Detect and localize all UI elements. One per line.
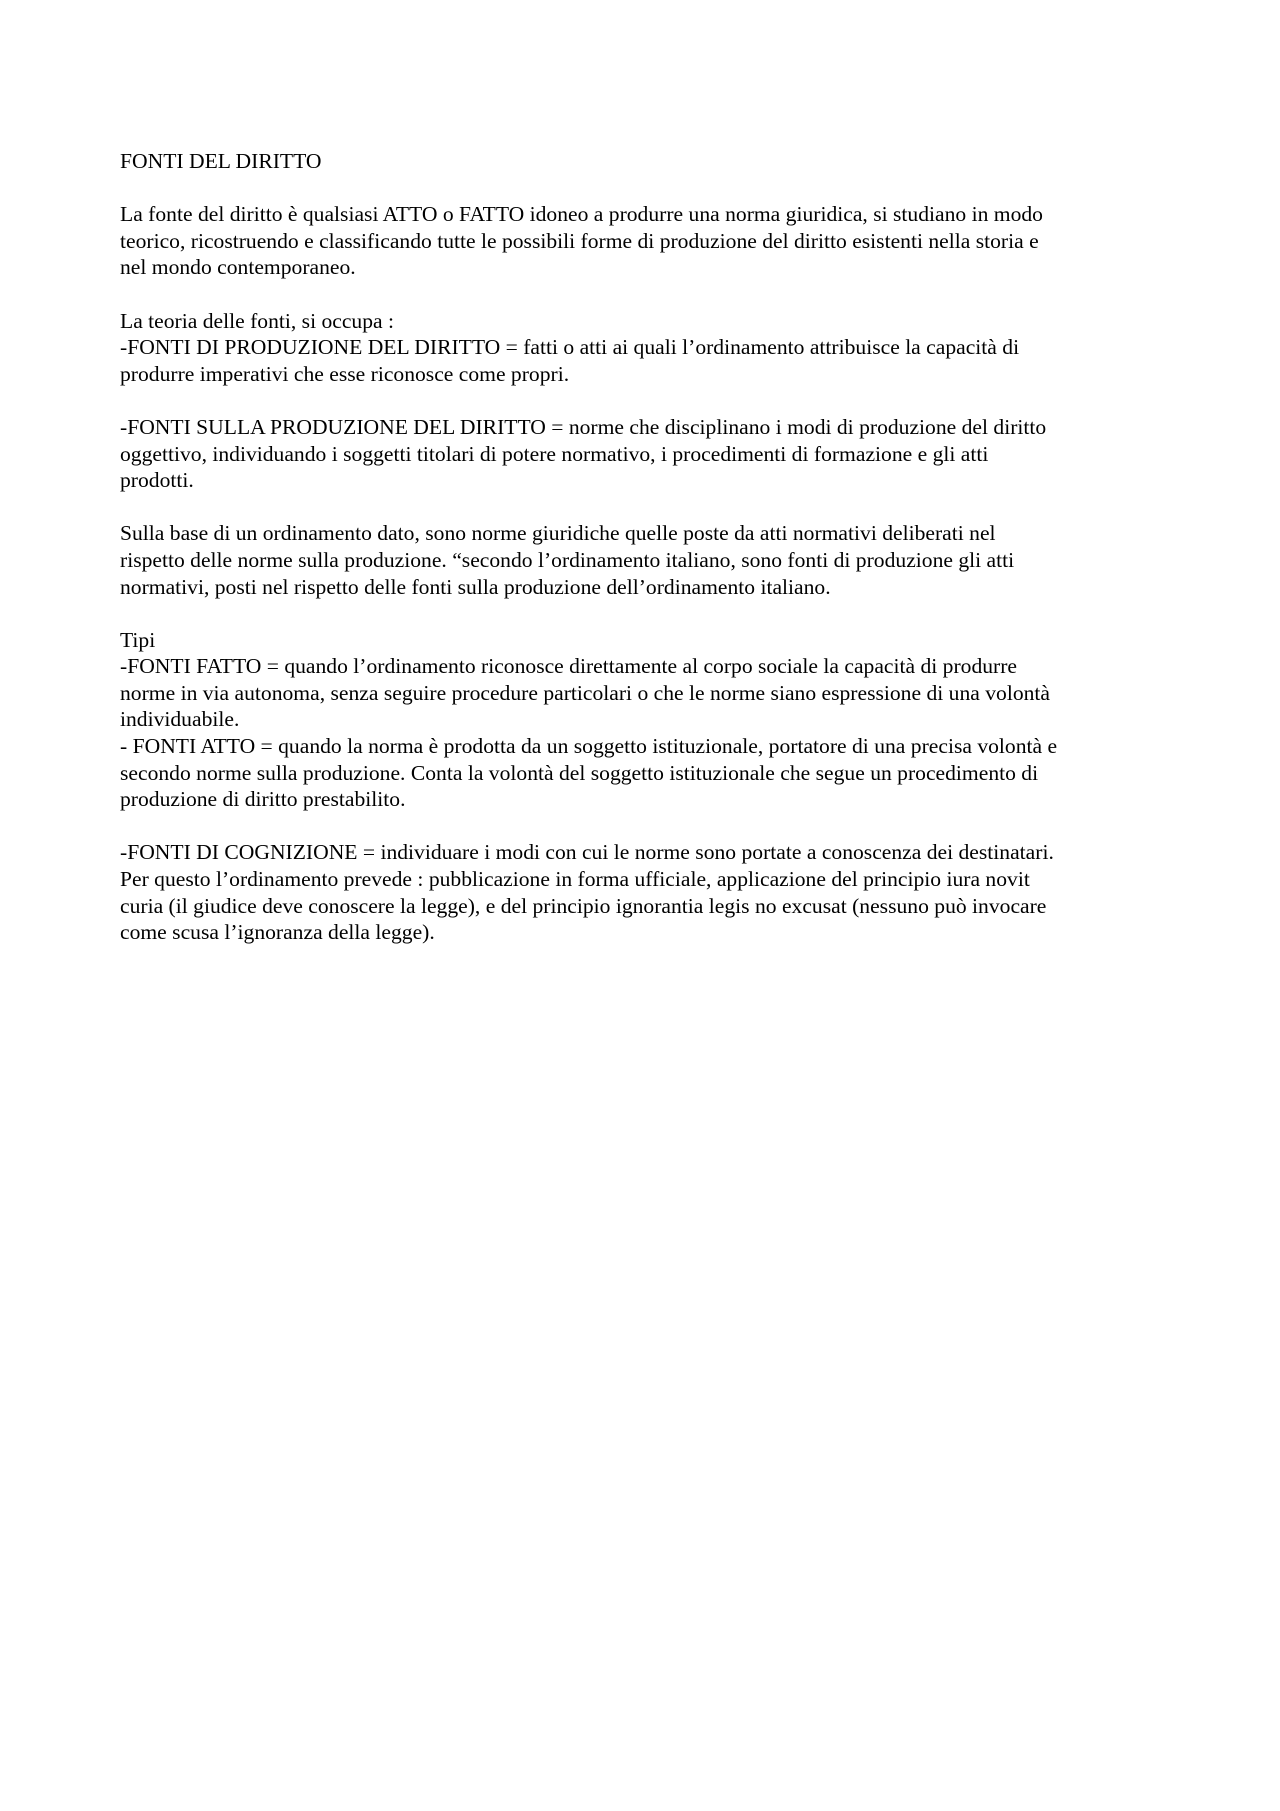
paragraph-spacer: [120, 813, 1160, 840]
text-line: -FONTI DI COGNIZIONE = individuare i modi con cui le norme sono portate a conoscenza dei destinatari.: [120, 840, 1054, 865]
text-line: come scusa l’ignoranza della legge).: [120, 920, 435, 945]
text-line: normativi, posti nel rispetto delle fonti sulla produzione dell’ordinamento italiano.: [120, 574, 831, 599]
text-line: teorico, ricostruendo e classificando tutte le possibili forme di produzione del diritto esistenti nella storia e: [120, 228, 1039, 253]
paragraph-sulla-base: [120, 520, 1160, 600]
text-line: rispetto delle norme sulla produzione. “secondo l’ordinamento italiano, sono fonti di produzione gli atti: [120, 547, 1015, 572]
paragraph-spacer: [120, 175, 1160, 202]
text-line: Per questo l’ordinamento prevede : pubblicazione in forma ufficiale, applicazione del principio iura novit: [120, 867, 1030, 892]
paragraph-spacer: [120, 281, 1160, 308]
text-line: produzione di diritto prestabilito.: [120, 787, 406, 812]
text-line: La teoria delle fonti, si occupa :: [120, 308, 395, 333]
text-line: La fonte del diritto è qualsiasi ATTO o FATTO idoneo a produrre una norma giuridica, si studiano in modo: [120, 202, 1043, 227]
paragraph-fonti-sulla-produzione: [120, 414, 1160, 494]
text-line: - FONTI ATTO = quando la norma è prodotta da un soggetto istituzionale, portatore di una precisa volontà e: [120, 734, 1058, 759]
text-line: Sulla base di un ordinamento dato, sono norme giuridiche quelle poste da atti normativi deliberati nel: [120, 521, 996, 546]
text-line: secondo norme sulla produzione. Conta la volontà del soggetto istituzionale che segue un procedimento di: [120, 760, 1039, 785]
paragraph-tipi: [120, 627, 1160, 813]
text-line: -FONTI FATTO = quando l’ordinamento riconosce direttamente al corpo sociale la capacità di produrre: [120, 654, 1018, 679]
paragraph-spacer: [120, 494, 1160, 521]
paragraph-spacer: [120, 600, 1160, 627]
text-line: curia (il giudice deve conoscere la legge), e del principio ignorantia legis no excusat (nessuno può invocare: [120, 893, 1047, 918]
paragraph-fonti-di-cognizione: [120, 839, 1160, 945]
text-line: produrre imperativi che esse riconosce come propri.: [120, 361, 570, 386]
paragraph-spacer: [120, 387, 1160, 414]
text-line: -FONTI SULLA PRODUZIONE DEL DIRITTO = norme che disciplinano i modi di produzione del diritto: [120, 414, 1047, 439]
paragraph-teoria: [120, 308, 1160, 388]
text-line: norme in via autonoma, senza seguire procedure particolari o che le norme siano espressione di una volontà: [120, 680, 1051, 705]
document-title: FONTI DEL DIRITTO: [120, 149, 322, 173]
text-line: oggettivo, individuando i soggetti titolari di potere normativo, i procedimenti di formazione e gli atti: [120, 441, 989, 466]
text-line: nel mondo contemporaneo.: [120, 255, 356, 280]
document-page: [120, 148, 1160, 946]
text-line: Tipi: [120, 627, 156, 652]
text-line: individuabile.: [120, 707, 240, 732]
text-line: prodotti.: [120, 468, 194, 493]
paragraph-intro: [120, 201, 1160, 281]
text-line: -FONTI DI PRODUZIONE DEL DIRITTO = fatti o atti ai quali l’ordinamento attribuisce la capacità di: [120, 335, 1020, 360]
